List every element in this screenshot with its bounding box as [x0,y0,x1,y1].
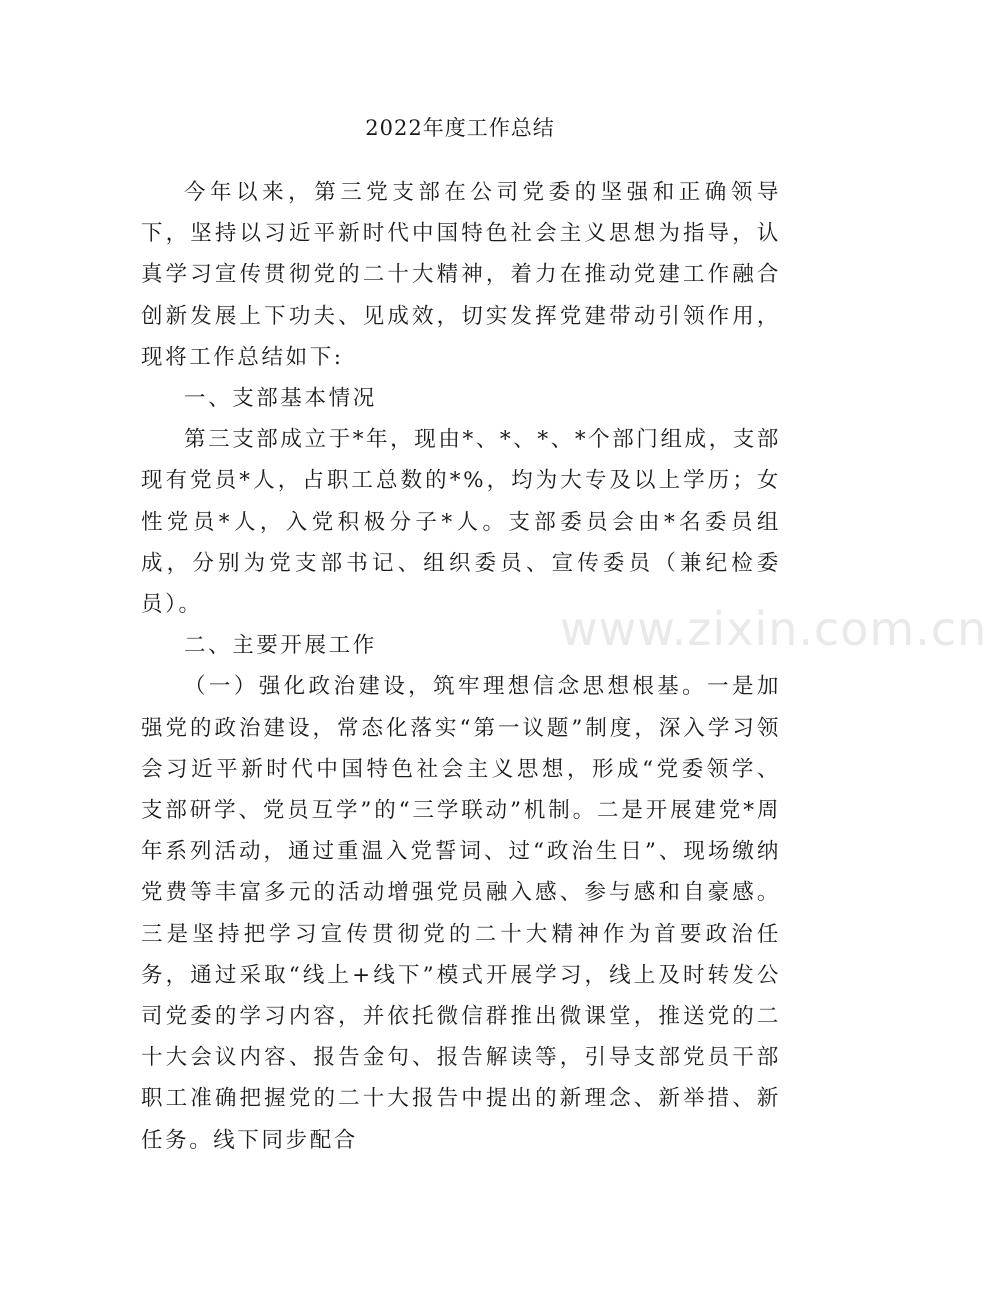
document-title: 2022年度工作总结 [365,116,555,140]
section-heading-main-work: 二、主要开展工作 [184,633,377,659]
watermark: www.zixin.com.cn [560,602,987,656]
main-work-paragraph: （一）强化政治建设，筑牢理想信念思想根基。一是加强党的政治建设，常态化落实“第一议题”制度，深入学习领会习近平新时代中国特色社会主义思想，形成“党委领学、支部研学、党员互学”的“三学联动”机制。二是开展建党*周年系列活动，通过重温入党誓词、过“政治生日”、现场缴纳党费等丰富多元的活动增强党员融入感、参与感和自豪感。三是坚持把学习宣传贯彻党的二十大精神作为首要政治任务，通过采取“线上+线下”模式开展学习，线上及时转发公司党委的学习内容，并依托微信群推出微课堂，推送党的二十大会议内容、报告金句、报告解读等，引导支部党员干部职工准确把握党的二十大报告中提出的新理念、新举措、新任务。线下同步配合 [141,674,781,1153]
document-body [141,172,781,1161]
section-heading-basic-info: 一、支部基本情况 [184,386,377,412]
basic-info-paragraph: 第三支部成立于*年，现由*、*、*、*个部门组成，支部现有党员*人，占职工总数的*%，均为大专及以上学历；女性党员*人，入党积极分子*人。支部委员会由*名委员组成，分别为党支部书记、组织委员、宣传委员（兼纪检委员）。 [141,427,781,618]
intro-paragraph: 今年以来，第三党支部在公司党委的坚强和正确领导下，坚持以习近平新时代中国特色社会主义思想为指导，认真学习宣传贯彻党的二十大精神，着力在推动党建工作融合创新发展上下功夫、见成效，切实发挥党建带动引领作用，现将工作总结如下: [141,180,781,370]
